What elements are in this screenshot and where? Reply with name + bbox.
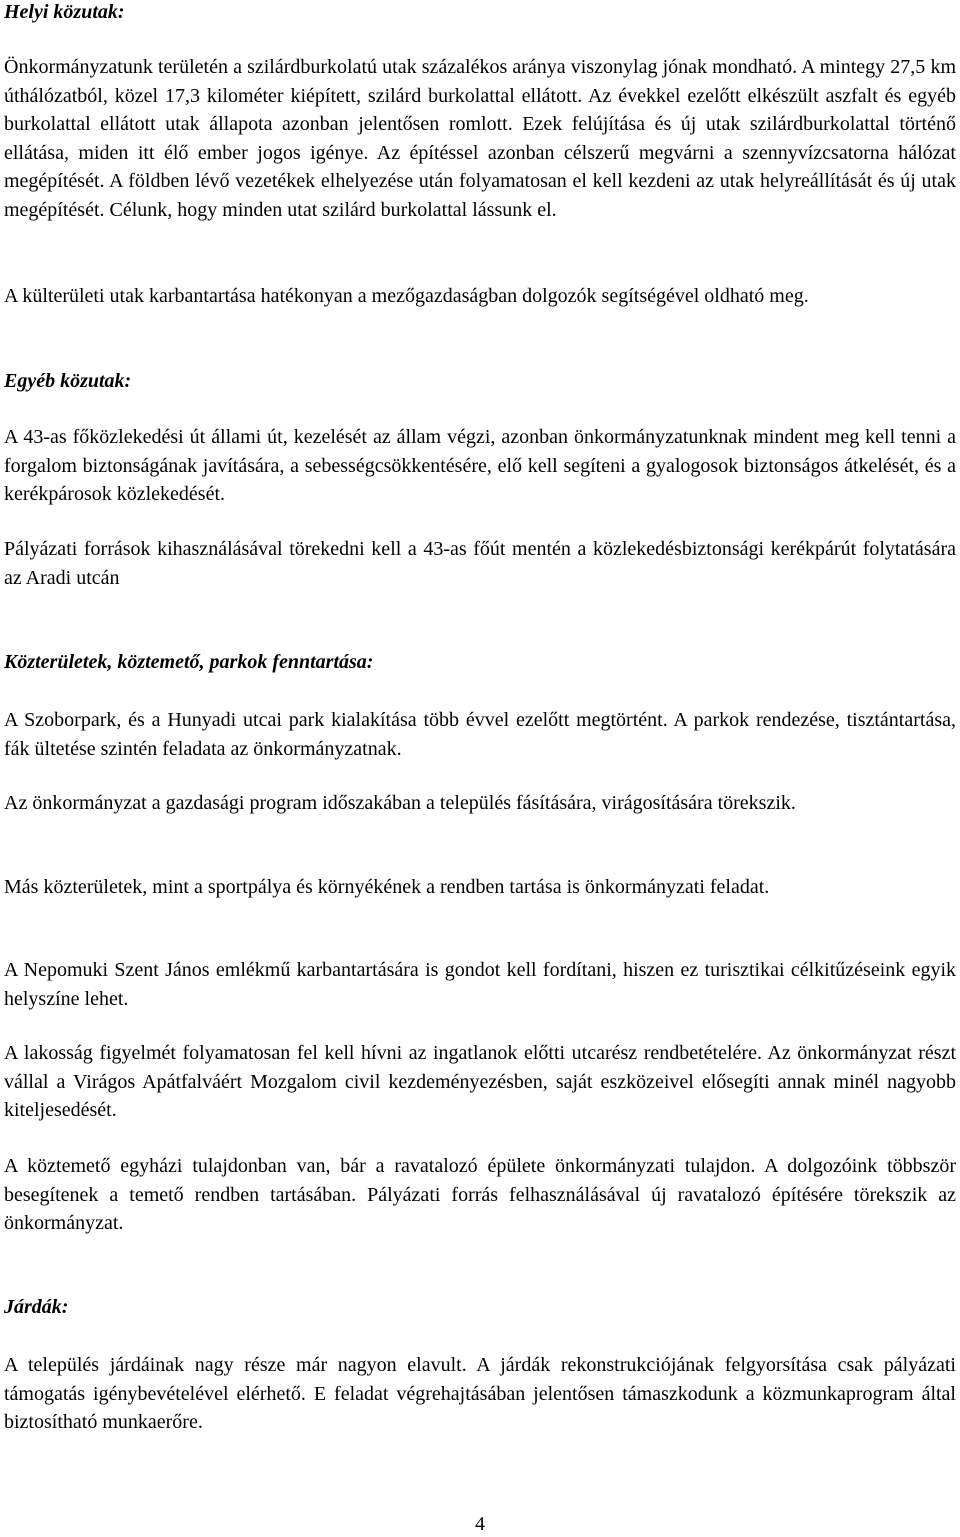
section-heading-egyeb-kozutak: Egyéb közutak: xyxy=(4,370,132,392)
section-heading-jardak: Járdák: xyxy=(4,1296,69,1318)
paragraph: Az önkormányzat a gazdasági program időszakában a település fásítására, virágosítására törekszik. xyxy=(4,792,796,814)
paragraph: A Nepomuki Szent János emlékmű karbantartására is gondot kell fordítani, hiszen ez turisztikai célkitűzéseink egyik helyszíne lehet. xyxy=(4,959,956,1010)
paragraph: A köztemető egyházi tulajdonban van, bár a ravatalozó épülete önkormányzati tulajdon. A dolgozóink többször besegítenek a temető rendben tartásában. Pályázati forrás felhasználásával új ravatalozó építésére törekszik az önkormányzat. xyxy=(4,1155,956,1234)
paragraph: Más közterületek, mint a sportpálya és környékének a rendben tartása is önkormányzati feladat. xyxy=(4,876,770,898)
paragraph: Pályázati források kihasználásával törekedni kell a 43-as főút mentén a közlekedésbiztonsági kerékpárút folytatására az Aradi utcán xyxy=(4,538,956,589)
paragraph: Önkormányzatunk területén a szilárdburkolatú utak százalékos aránya viszonylag jónak mondható. A mintegy 27,5 km úthálózatból, közel 17,3 kilométer kiépített, szilárd burkolattal ellátott. Az évekkel ezelőtt elkészült aszfalt és egyéb burkolattal ellátott utak állapota azonban jelentősen romlott. Ezek felújítása és új utak szilárdburkolattal történő ellátása, miden itt élő ember jogos igénye. Az építéssel azonban célszerű megvárni a szennyvízcsatorna hálózat megépítését. A földben lévő vezetékek elhelyezése után folyamatosan el kell kezdeni az utak helyreállítását és új utak megépítését. Célunk, hogy minden utat szilárd burkolattal lássunk el. xyxy=(4,56,956,221)
paragraph: A 43-as főközlekedési út állami út, kezelését az állam végzi, azonban önkormányzatunknak mindent meg kell tenni a forgalom biztonságának javítására, a sebességcsökkentésére, elő kell segíteni a gyalogosok biztonságos átkelését, és a kerékpárosok közlekedését. xyxy=(4,426,956,505)
page-number: 4 xyxy=(475,1513,485,1535)
paragraph: A külterületi utak karbantartása hatékonyan a mezőgazdaságban dolgozók segítségével oldható meg. xyxy=(4,285,809,307)
section-heading-helyi-kozutak: Helyi közutak: xyxy=(4,1,125,23)
paragraph: A lakosság figyelmét folyamatosan fel kell hívni az ingatlanok előtti utcarész rendbetételére. Az önkormányzat részt vállal a Virágos Apátfalváért Mozgalom civil kezdeményezésben, saját eszközeivel elősegíti annak minél nagyobb kiteljesedését. xyxy=(4,1042,956,1121)
paragraph: A Szoborpark, és a Hunyadi utcai park kialakítása több évvel ezelőtt megtörtént. A parkok rendezése, tisztántartása, fák ültetése szintén feladata az önkormányzatnak. xyxy=(4,709,956,760)
section-heading-kozteruletek: Közterületek, köztemető, parkok fenntartása: xyxy=(4,651,374,673)
paragraph: A település járdáinak nagy része már nagyon elavult. A járdák rekonstrukciójának felgyorsítása csak pályázati támogatás igénybevételével elérhető. E feladat végrehajtásában jelentősen támaszkodunk a közmunkaprogram által biztosítható munkaerőre. xyxy=(4,1354,956,1433)
